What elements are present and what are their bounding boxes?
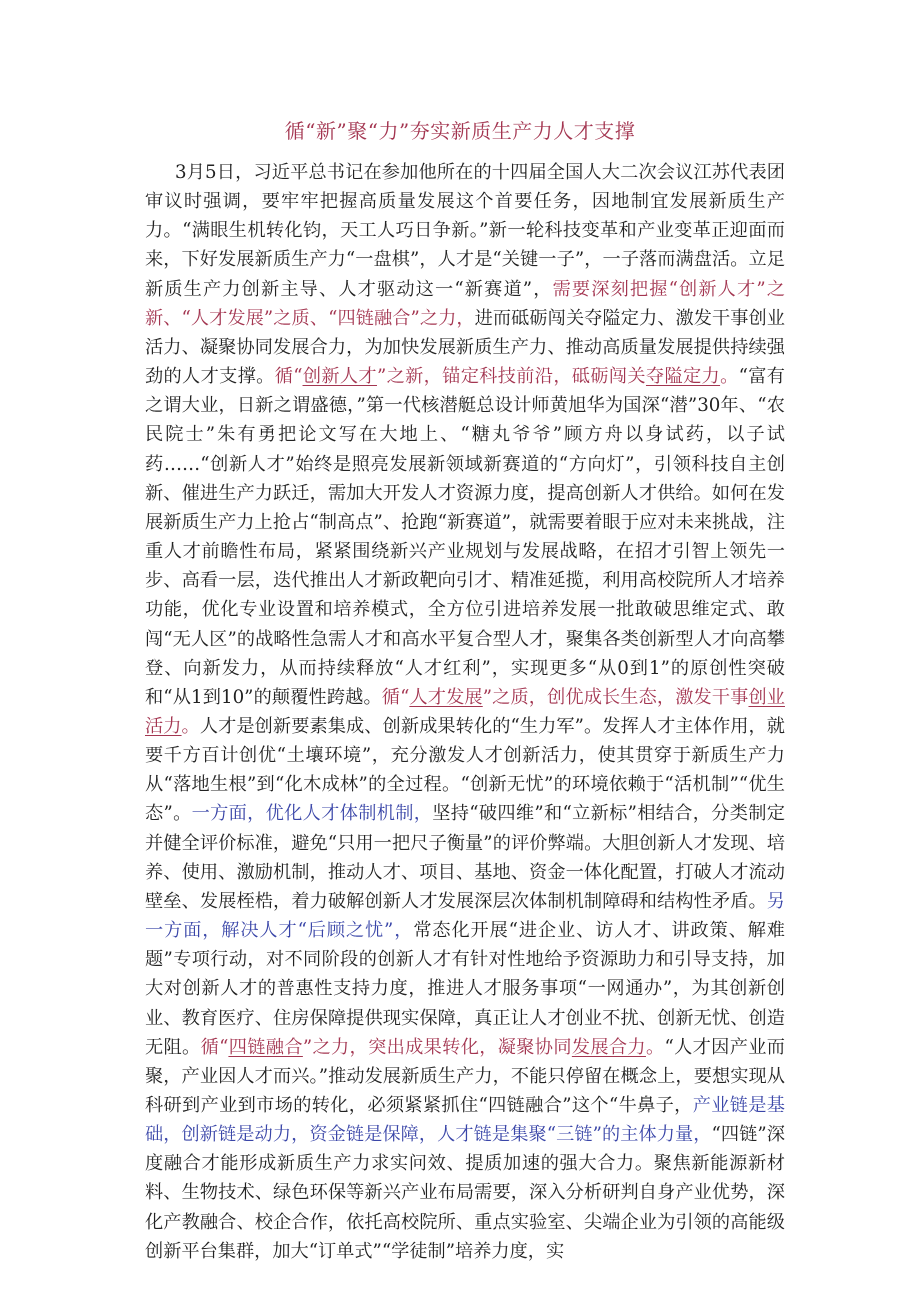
heading-underlined-text: 创新人才 — [302, 366, 377, 388]
body-text: 人才是创新要素集成、创新成果转化的“生力军”。发挥人才主体作用，就要千方百计创优“土壤环境”，充分激发人才创新活力，使其贯穿于新质生产力从“落地生根”到“化木成林”的全过程。“创新无忧”的环境依赖于“活机制”“优生态”。 — [145, 715, 785, 825]
heading-underlined-text: 发展合力 — [571, 1036, 646, 1058]
highlight-red-text: 需要深刻把握“创新人才”之新、“人才发展”之质、“四链融合”之力， — [145, 278, 785, 329]
highlight-blue-text: 另一方面，解决人才“后顾之忧”， — [145, 890, 785, 942]
body-text: 进而砥砺闯关夺隘定力、激发干事创业活力、凝聚协同发展合力，为加快发展新质生产力、推动高质量发展提供持续强劲的人才支撑。 — [145, 307, 785, 388]
heading-text: 循“ — [274, 366, 303, 388]
section-heading-1 — [275, 366, 739, 387]
body-text: “人才因产业而聚，产业因人才而兴。”推动发展新质生产力，不能只停留在概念上，要想实现从科研到产业到市场的转化，必须紧紧抓住“四链融合”这个“牛鼻子， — [145, 1036, 785, 1116]
heading-text: 。 — [720, 366, 739, 388]
heading-text: 。 — [181, 715, 200, 737]
body-text: “四链”深度融合才能形成新质生产力求实问效、提质加速的强大合力。聚焦新能源新材料、生物技术、绿色环保等新兴产业布局需要，深入分析研判自身产业优势，深化产教融合、校企合作，依托高校院所、重点实验室、尖端企业为引领的高能级创新平台集群，加大“订单式”“学徒制”培养力度，实 — [145, 1124, 785, 1262]
body-text: “富有之谓大业，日新之谓盛德，”第一代核潜艇总设计师黄旭华为国深“潜”30年、“农民院士”朱有勇把论文写在大地上、“糖丸爷爷”顾方舟以身试药，以子试药……“创新人才”始终是照亮发展新领域新赛道的“方向灯”，引领科技自主创新、催进生产力跃迁，需加大开发人才资源力度，提高创新人才供给。如何在发展新质生产力上抢占“制高点”、抢跑“新赛道”，就需要着眼于应对未来挑战，注重人才前瞻性布局，紧紧围绕新兴产业规划与发展战略，在招才引智上领先一步、高看一层，迭代推出人才新政靶向引才、精准延揽，利用高校院所人才培养功能，优化专业设置和培养模式，全方位引进培养发展一批敢破思维定式、敢闯“无人区”的战略性急需人才和高水平复合型人才，聚集各类创新型人才向高攀登、向新发力，从而持续释放“人才红利”，实现更多“从0到1”的原创性突破和“从1到10”的颠覆性跨越。 — [145, 366, 785, 708]
heading-text: 循“ — [381, 686, 410, 708]
heading-underlined-text: 夺隘定力 — [645, 366, 721, 388]
heading-text: ”之质，创优成长生态，激发干事 — [482, 686, 749, 708]
page-title: 循“新”聚“力”夯实新质生产力人才支撑 — [284, 119, 636, 143]
body-text: 坚持“破四维”和“立新标”相结合，分类制定并健全评价标准，避免“只用一把尺子衡量”的评价弊端。大胆创新人才发现、培养、使用、激励机制，推动人才、项目、基地、资金一体化配置，打破人才流动壁垒、发展桎梏，着力破解创新人才发展深层次体制机制障碍和结构性矛盾。 — [145, 803, 785, 912]
body-text: 常态化开展“进企业、访人才、讲政策、解难题”专项行动，对不同阶段的创新人才有针对性地给予资源助力和引导支持，加大对创新人才的普惠性支持力度，推进人才服务事项“一网通办”，为其创新创业、教育医疗、住房保障提供现实保障，真正让人才创业不扰、创新无忧、创造无阻。 — [145, 920, 785, 1058]
heading-text: ”之力，突出成果转化，凝聚协同 — [302, 1036, 572, 1058]
date-text: 3月5日 — [175, 162, 236, 183]
heading-underlined-text: 创业活力 — [145, 686, 785, 737]
section-heading-3 — [201, 1037, 665, 1058]
heading-text: 。 — [645, 1036, 665, 1058]
article-body — [145, 158, 785, 1266]
heading-text: ”之新，锚定科技前沿，砥砺闯关 — [376, 366, 646, 388]
heading-underlined-text: 四链融合 — [228, 1036, 303, 1058]
body-text: ，习近平总书记在参加他所在的十四届全国人大二次会议江苏代表团审议时强调，要牢牢把握高质量发展这个首要任务，因地制宜发展新质生产力。“满眼生机转化钧，天工人巧日争新。”新一轮科技变革和产业变革正迎面而来，下好发展新质生产力“一盘棋”，人才是“关键一子”，一子落而满盘活。立足新质生产力创新主导、人才驱动这一“新赛道”， — [145, 162, 785, 300]
heading-text: 循“ — [200, 1036, 229, 1058]
highlight-blue-text: 一方面，优化人才体制机制， — [191, 803, 433, 825]
heading-underlined-text: 人才发展 — [409, 686, 483, 708]
highlight-blue-text: 产业链是基础，创新链是动力，资金链是保障，人才链是集聚“三链”的主体力量， — [145, 1095, 785, 1146]
